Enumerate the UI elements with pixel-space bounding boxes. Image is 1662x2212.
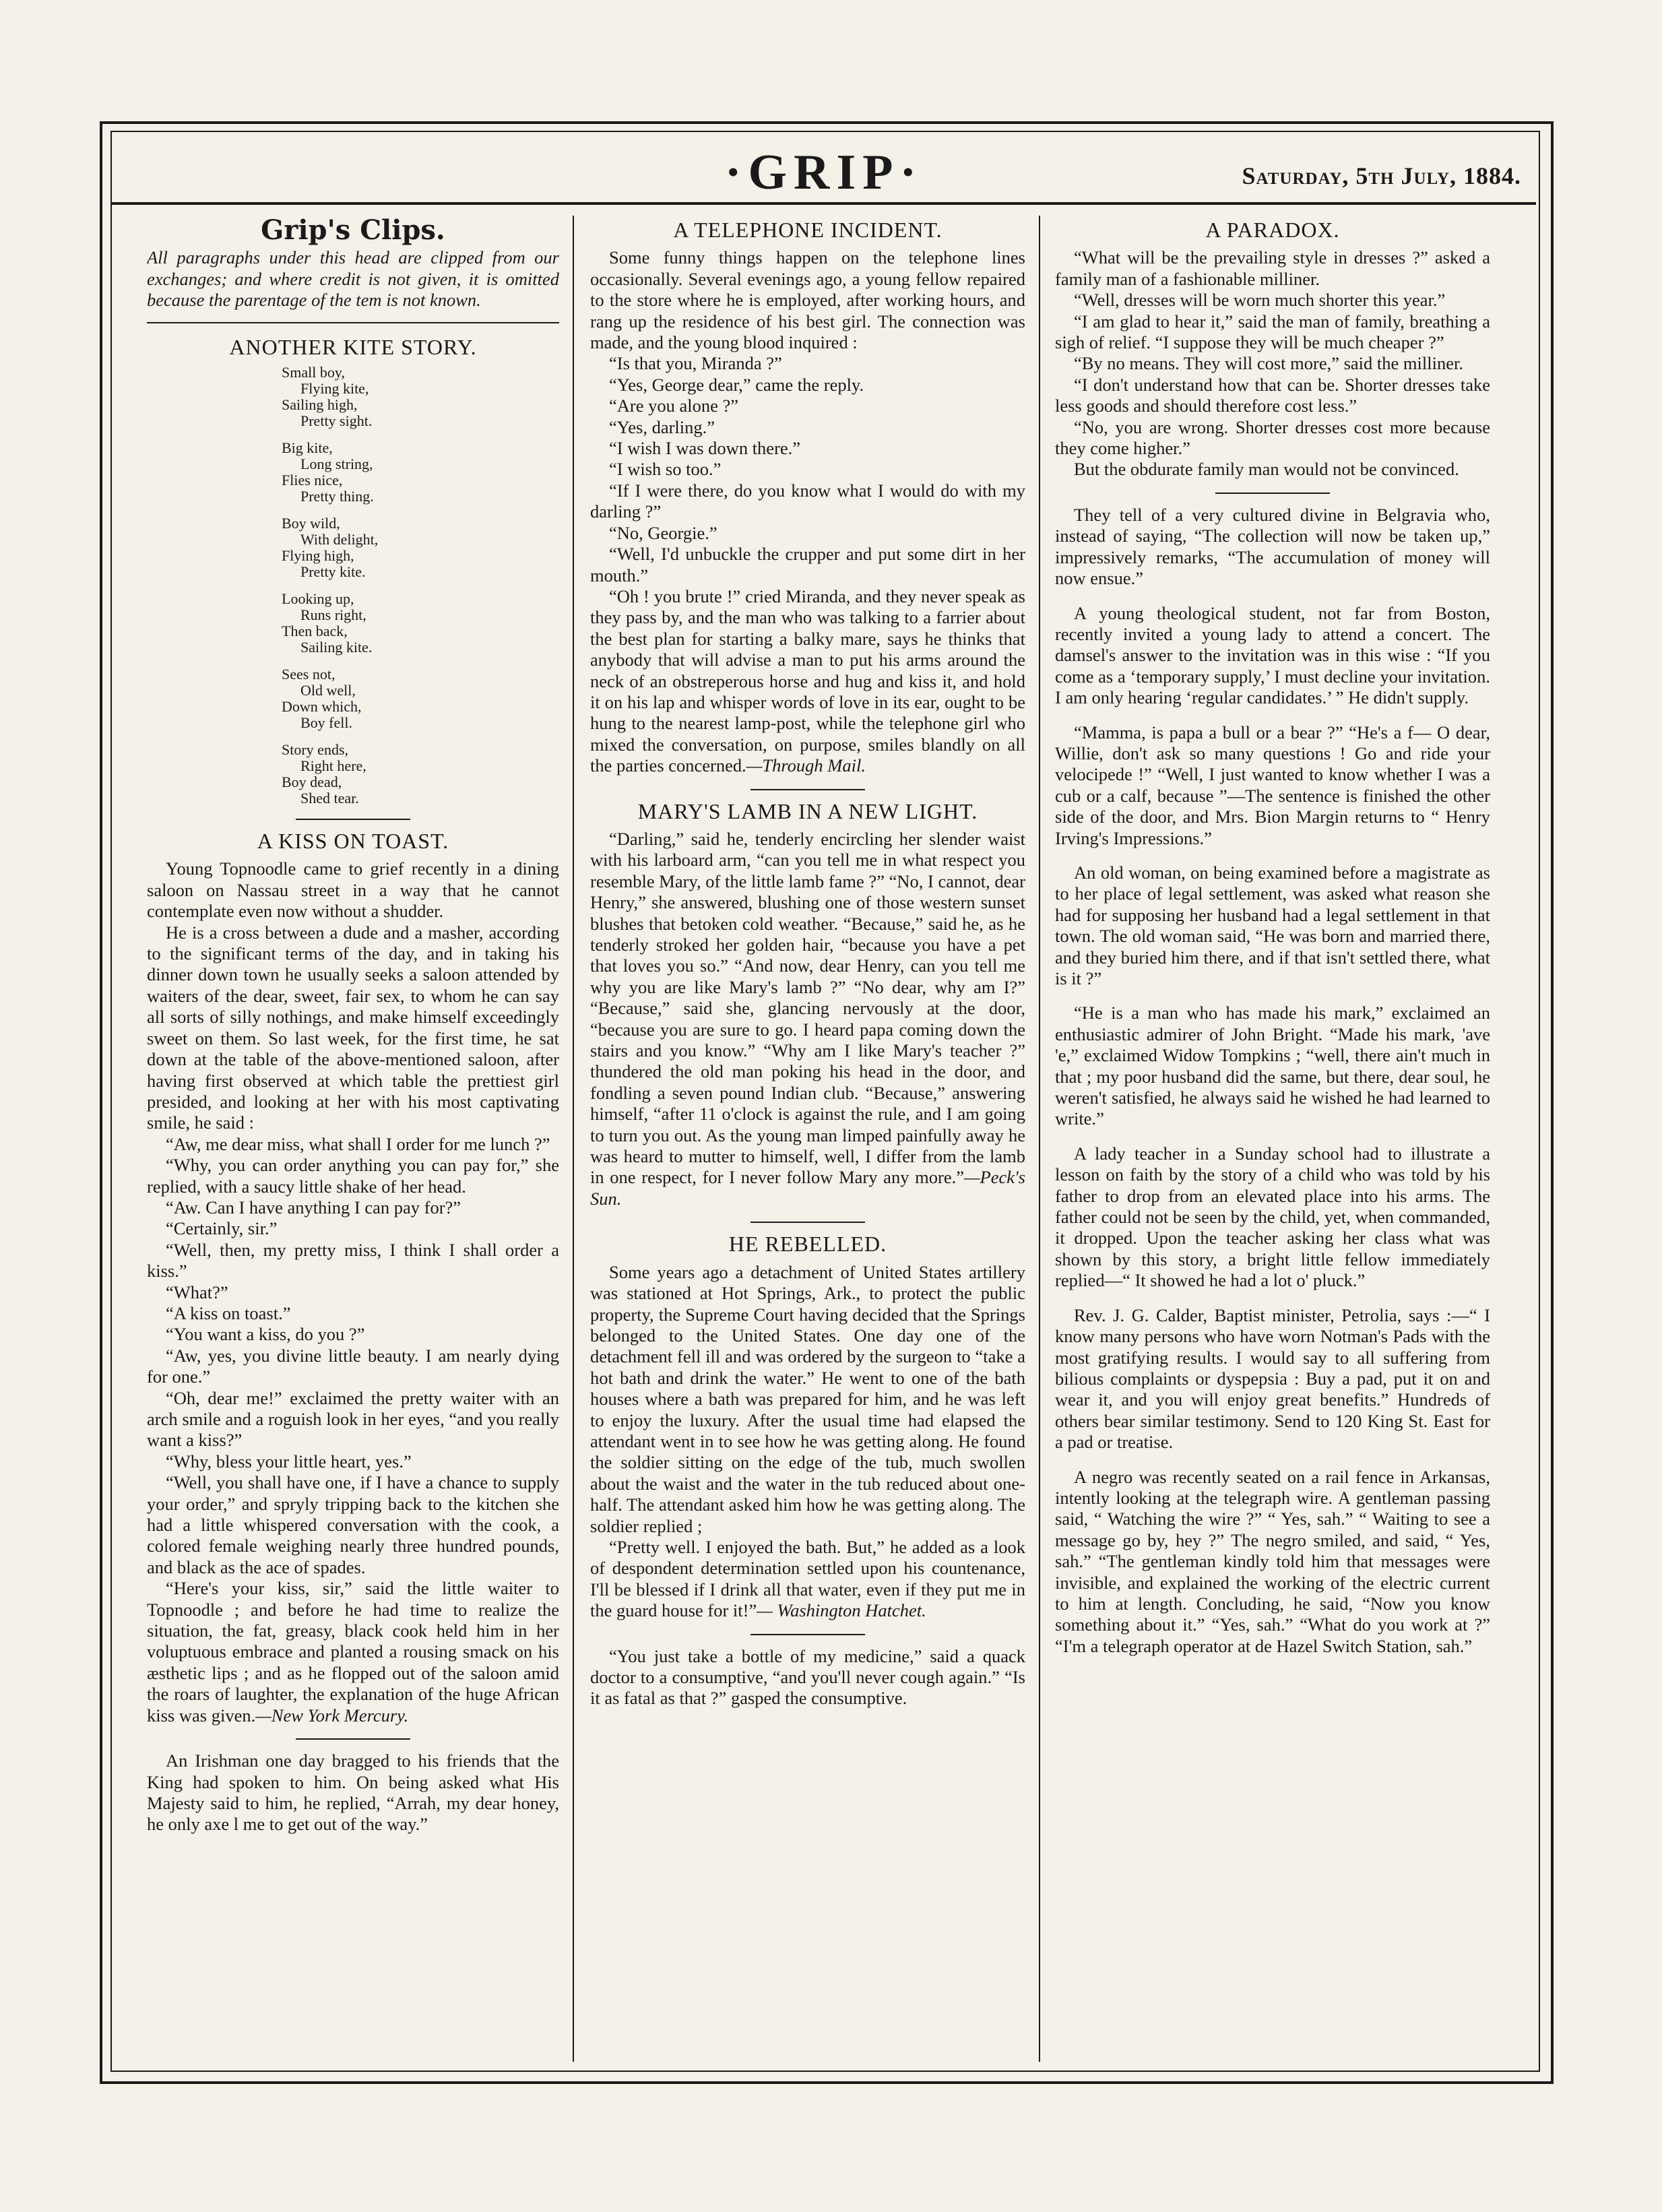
issue-date: Saturday, 5th July, 1884. (1242, 162, 1521, 189)
poem-stanza (282, 666, 559, 731)
masthead (112, 135, 1536, 205)
article-source: — Washington Hatchet. (757, 1600, 926, 1621)
poem-stanza (282, 440, 559, 505)
article-columns (112, 216, 1536, 2062)
paragraph-text: “Darling,” said he, tenderly encircling her slender waist with his larboard arm, “can you tell me in what respect you resemble Mary, of the little lamb fame ?” “No, I cannot, dear Henry,” she answered, blushing one of those western sunset blushes that betoken cold weather. “Because,” said he, as he tenderly stroked her golden hair, “because you have a pet that loves you so.” “And now, dear Henry, can you tell me why you are like Mary's lamb ?” “No dear, why am I?” “Because,” said she, glancing nervously at the door, “because you are sure to go. I heard papa coming down the stairs and you know.” “Why am I like Mary's teacher ?” thundered the old man poking his head in the door, and fondling a seven pound Indian club. “Because,” answering himself, “after 11 o'clock is against the rule, and I am going to turn you out. As the young man limped painfully away he was heard to mutter to himself, well, I differ from the lamb in one respect, for I never follow Mary any more.” (590, 828, 1025, 1188)
article-paragraph: “No, you are wrong. Shorter dresses cost more because they come higher.” (1055, 416, 1490, 459)
section-intro: All paragraphs under this head are clipped from our exchanges; and where credit is not given, it is omitted because the parentage of the tem is not known. (147, 247, 559, 311)
article-paragraph: “No, Georgie.” (609, 522, 717, 543)
poem-line: Sees not, (282, 666, 335, 683)
article-paragraph: “Why, you can order anything you can pay for,” she replied, with a saucy little shake of her head. (147, 1155, 559, 1197)
article-heading-kiss: A KISS ON TOAST. (257, 829, 449, 854)
article-paragraph (147, 1578, 559, 1726)
poem-stanza (282, 365, 559, 429)
poem-line: With delight, (300, 531, 379, 548)
article-paragraph: “I wish so too.” (609, 459, 722, 480)
article-paragraph: “Yes, George dear,” came the reply. (609, 374, 864, 395)
poem-line: Sailing high, (282, 396, 358, 414)
article-source: —Through Mail. (746, 755, 866, 776)
article-paragraph (590, 586, 1025, 777)
poem-line: Sailing kite. (300, 639, 373, 656)
column-right (1055, 216, 1490, 2062)
article-heading-rebelled: HE REBELLED. (728, 1232, 887, 1257)
poem-line: Boy dead, (282, 773, 342, 791)
poem-line: Pretty kite. (300, 563, 366, 581)
article-paragraph: “Yes, darling.” (609, 416, 715, 437)
article-old-woman: An old woman, on being examined before a magistrate as to her place of legal settlement, was asked what reason she had for supposing her husband had a legal settlement in that town. The old woman said, “He was born and married there, and they buried him there, and if that isn't settled there, what is it ?” (1055, 862, 1490, 988)
article-paragraph: He is a cross between a dude and a masher, according to the significant terms of the day, and in taking his dinner down town he usually seeks a saloon attended by waiters of the dear, sweet, fair sex, to whom he can say all sorts of silly nothings, and make himself exceedingly sweet on them. So last week, for the first time, he sat down at the table of the above-mentioned saloon, after having first observed at which table the prettiest girl presided, and looking at her with his most captivating smile, he said : (147, 922, 559, 1133)
article-paragraph: “I wish I was down there.” (609, 438, 801, 459)
poem-line: Looking up, (282, 590, 354, 608)
article-paragraph: “Well, dresses will be worn much shorter this year.” (1074, 290, 1446, 311)
column-divider (573, 216, 574, 2062)
article-student: A young theological student, not far from Boston, recently invited a young lady to attend a concert. The damsel's answer to the invitation was in this wise : “If you come as a ‘temporary supply,’ I must decline your invitation. I am only hearing ‘regular candidates.’ ” He didn't supply. (1055, 602, 1490, 708)
article-mamma: “Mamma, is papa a bull or a bear ?” “He's a f— O dear, Willie, don't ask so many questions ! Go and ride your velocipede !” “Well, I just wanted to know whether I was a cub or a calf, because ”—The sentence is finished the other side of the door, and Mrs. Bion Margin returns to “ Henry Irving's Impressions.” (1055, 722, 1490, 848)
article-irishman: An Irishman one day bragged to his friends that the King had spoken to him. On being asked what His Majesty said to him, he replied, “Arrah, my dear honey, he only axe l me to get out of the way.” (147, 1750, 559, 1835)
poem-line: Flying high, (282, 547, 354, 565)
poem-line: Pretty sight. (300, 412, 373, 430)
article-divider (1215, 493, 1330, 494)
article-paragraph: “Is that you, Miranda ?” (609, 353, 782, 374)
paragraph-text: “Oh ! you brute !” cried Miranda, and they never speak as they pass by, and the man who was talking to a farrier about the best plan for starting a balky mare, says he thinks that anybody that will advise a man to put his arms around the neck of an obstreperous horse and hug and kiss it, and hold it on his lap and whisper words of love in its ear, ought to be hung to the nearest lamp-post, while the telephone girl who mixed the conversation, on purpose, smiles blandly on all the parties concerned. (590, 586, 1025, 776)
poem-line: Big kite, (282, 439, 333, 457)
article-divider (750, 1634, 865, 1635)
poem-line: Shed tear. (300, 790, 359, 807)
section-divider (147, 322, 559, 323)
poem-line: Old well, (300, 682, 356, 699)
article-paragraph: “Aw. Can I have anything I can pay for?” (166, 1197, 461, 1218)
article-paragraph: “Aw, me dear miss, what shall I order for me lunch ?” (166, 1133, 550, 1154)
poem-line: Boy wild, (282, 515, 340, 532)
poem-stanza (282, 515, 559, 580)
poem-line: Long string, (300, 455, 373, 473)
article-paragraph: Some funny things happen on the telephone lines occasionally. Several evenings ago, a young fellow repaired to the store where he is employed, after working hours, and rang up the residence of his best girl. The connection was made, and the young blood inquired : (590, 247, 1025, 353)
section-heading-clips: Grip's Clips. (261, 216, 445, 246)
article-heading-kite: ANOTHER KITE STORY. (229, 334, 477, 359)
article-quack: “You just take a bottle of my medicine,” said a quack doctor to a consumptive, “and you'll never cough again.” “Is it as fatal as that ?” gasped the consumptive. (590, 1645, 1025, 1709)
article-paragraph: “Are you alone ?” (609, 396, 739, 416)
article-source: —New York Mercury. (255, 1705, 409, 1726)
poem-line: Right here, (300, 757, 366, 775)
article-paragraph: “Why, bless your little heart, yes.” (166, 1451, 412, 1472)
article-paragraph: “Well, I'd unbuckle the crupper and put some dirt in her mouth.” (590, 544, 1025, 586)
poem-line: Flying kite, (300, 380, 369, 398)
article-paragraph: “I am glad to hear it,” said the man of family, breathing a sigh of relief. “I suppose they will be much cheaper ?” (1055, 311, 1490, 353)
article-heading-lamb: MARY'S LAMB IN A NEW LIGHT. (637, 798, 978, 823)
poem-line: Then back, (282, 623, 348, 640)
article-paragraph: “Oh, dear me!” exclaimed the pretty waiter with an arch smile and a roguish look in her eyes, “and you really want a kiss?” (147, 1387, 559, 1451)
column-left (147, 216, 559, 2062)
article-divider (750, 1222, 865, 1223)
poem-line: Boy fell. (300, 714, 352, 732)
article-divider (296, 1738, 410, 1740)
column-middle (590, 216, 1025, 2062)
article-divider (750, 789, 865, 790)
article-paragraph: Young Topnoodle came to grief recently in a dining saloon on Nassau street in a way that he cannot contemplate even now without a shudder. (147, 858, 559, 922)
article-teacher: A lady teacher in a Sunday school had to illustrate a lesson on faith by the story of a child who was told by his father to drop from an elevated place into his arms. The father could not be seen by the child, yet, when commanded, it dropped. Upon the teacher asking her class what was shown by this story, a bright little fellow immediately replied—“ It showed he had a lot o' pluck.” (1055, 1143, 1490, 1291)
poem-line: Down which, (282, 698, 362, 716)
poem-line: Story ends, (282, 741, 348, 759)
article-mark: “He is a man who has made his mark,” exclaimed an enthusiastic admirer of John Bright. “Made his mark, 'ave 'e,” exclaimed Widow Tompkins ; “well, there ain't much in that ; my poor husband did the same, but there, dear soul, he weren't satisfied, he always said he wished he had learned to write.” (1055, 1003, 1490, 1129)
article-paragraph: “A kiss on toast.” (166, 1302, 291, 1323)
kite-poem (282, 365, 559, 807)
article-paragraph: “Well, then, my pretty miss, I think I shall order a kiss.” (147, 1239, 559, 1282)
poem-line: Flies nice, (282, 472, 343, 489)
column-divider (1039, 216, 1040, 2062)
article-paragraph: “If I were there, do you know what I would do with my darling ?” (590, 480, 1025, 522)
poem-line: Runs right, (300, 606, 366, 624)
article-calder: Rev. J. G. Calder, Baptist minister, Petrolia, says :—“ I know many persons who have worn Notman's Pads with the most gratifying results. I would say to all suffering from bilious complaints or dyspepsia : Buy a pad, put it on and wear it, and you will enjoy great benefits.” Hundreds of others bear similar testimony. Send to 120 King St. East for a pad or treatise. (1055, 1304, 1490, 1453)
article-heading-paradox: A PARADOX. (1205, 218, 1340, 242)
article-paragraph: “By no means. They will cost more,” said the milliner. (1074, 353, 1463, 374)
article-paragraph: “I don't understand how that can be. Shorter dresses take less goods and should therefore cost less.” (1055, 374, 1490, 416)
article-paragraph (590, 1537, 1025, 1622)
article-paragraph (590, 829, 1025, 1209)
poem-stanza (282, 591, 559, 656)
article-divider (296, 819, 410, 820)
poem-line: Pretty thing. (300, 488, 374, 505)
article-divine: They tell of a very cultured divine in Belgravia who, instead of saying, “The collection will now be taken up,” impressively remarks, “The accumulation of money will now ensue.” (1055, 504, 1490, 589)
poem-line: Small boy, (282, 364, 345, 381)
paragraph-text: “Pretty well. I enjoyed the bath. But,” he added as a look of despondent determination settled upon his countenance, I'll be blessed if I drink all that water, even if they put me in the guard house for it!” (590, 1536, 1025, 1621)
article-paragraph: “What will be the prevailing style in dresses ?” asked a family man of a fashionable milliner. (1055, 247, 1490, 289)
paragraph-text: “Here's your kiss, sir,” said the little waiter to Topnoodle ; and before he had time to realize the situation, the fat, greasy, black cook held him in her voluptuous embrace and planted a rousing smack on his æsthetic lips ; and as he flopped out of the saloon amid the roars of laughter, the explanation of the huge African kiss was given. (147, 1578, 559, 1726)
article-negro: A negro was recently seated on a rail fence in Arkansas, intently looking at the telegraph wire. A gentleman passing said, “ Watching the wire ?” “ Yes, sah.” “ Waiting to see a message go by, hey ?” The negro smiled, and said, “ Yes, sah.” “The gentleman kindly told him that messages were invisible, and explained the working of the electric current to him at length. Concluding, he said, “Now you know something about it.” “Yes, sah.” “What do you work at ?” “I'm a telegraph operator at de Hazel Switch Station, sah.” (1055, 1466, 1490, 1656)
article-paragraph: “Certainly, sir.” (166, 1218, 278, 1239)
article-paragraph: Some years ago a detachment of United States artillery was stationed at Hot Springs, Ark., to protect the public property, the Supreme Court having decided that the Springs belonged to the United States. One day one of the detachment fell ill and was ordered by the surgeon to “take a hot bath and drink the water.” He went to one of the bath houses where a bath was prepared for him, and he was left to enjoy the luxury. After the usual time had elapsed the attendant went in to see how he was getting along. He found the soldier sitting on the edge of the tub, much swollen about the waist and the water in the tub reduced about one-half. The attendant asked him how he was getting along. The soldier replied ; (590, 1261, 1025, 1536)
article-paragraph: “You want a kiss, do you ?” (166, 1324, 365, 1345)
article-paragraph: “Aw, yes, you divine little beauty. I am nearly dying for one.” (147, 1345, 559, 1387)
poem-stanza (282, 742, 559, 807)
article-heading-telephone: A TELEPHONE INCIDENT. (673, 218, 942, 242)
article-paragraph: “What?” (166, 1282, 228, 1302)
newspaper-title: ·GRIP· (724, 145, 924, 200)
article-source: —Peck's Sun. (590, 1167, 1025, 1209)
article-paragraph: “Well, you shall have one, if I have a chance to supply your order,” and spryly tripping back to the kitchen she had a little whispered conversation with the cook, a colored female weighing nearly three hundred pounds, and black as the ace of spades. (147, 1472, 559, 1577)
article-paragraph: But the obdurate family man would not be convinced. (1074, 459, 1459, 480)
